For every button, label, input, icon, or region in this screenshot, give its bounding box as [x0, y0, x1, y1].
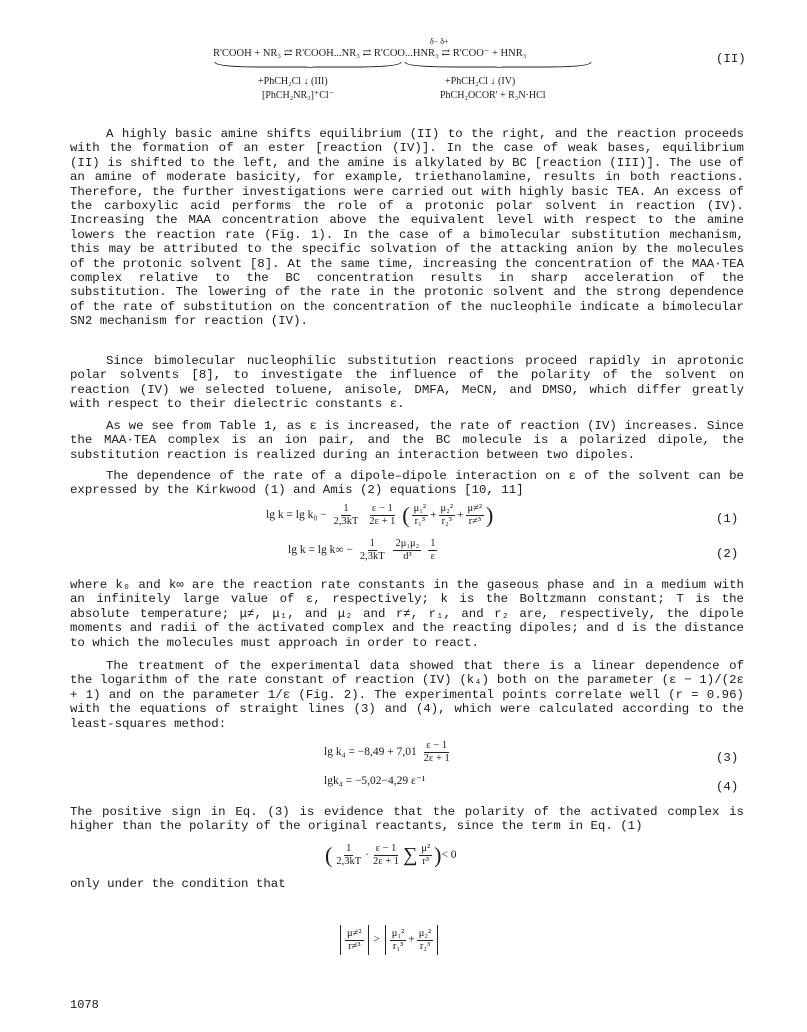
paragraph-solvent-selection: Since bimolecular nucleophilic substitution reactions proceed rapidly in aprotonic polar solvents [8], to investigate the influence of the polarity of the solvent on reaction (IV) we selected toluene, anisole, DMFA, MeCN, and DMSO, which differ greatly with respect to their dielectric constants ε.: [70, 354, 744, 412]
paragraph-condition: only under the condition that: [70, 877, 286, 891]
equation-2-number: (2): [716, 547, 739, 561]
equation-1-number: (1): [716, 512, 739, 526]
equation-linear-4: lgk₄ = −5,02−4,29 ε⁻¹: [324, 775, 426, 787]
scheme-left-product: [PhCH₂NR₃]⁺Cl⁻: [262, 90, 334, 101]
paragraph-experimental-treatment: The treatment of the experimental data showed that there is a linear dependence of the logarithm of the rate constant of reaction (IV) (k₄) both on the parameter (ε − 1)/(2ε + 1) and on the parameter 1/ε (Fig. 2). The experimental points correlate well (r = 0.96) with the equations of straight lines (3) and (4), which were calculated according to the least-squares method:: [70, 659, 744, 731]
inequality-condition: $\frac{\text{μ≠²}}{\text{r≠³}}$ > $\frac{\text{μ₁²}}{\text{r₁³}}$ + $\frac{\text{μ₂²}}{\text{r₂³}}$: [338, 925, 440, 955]
scheme-label: (II): [716, 52, 746, 66]
paragraph-kirkwood-amis: The dependence of the rate of a dipole–dipole interaction on ε of the solvent can be expressed by the Kirkwood (1) and Amis (2) equations [10, 11]: [70, 469, 744, 498]
scheme-right-product: PhCH₂OCOR' + R₃N·HCl: [440, 90, 546, 101]
equation-3-number: (3): [716, 751, 739, 765]
scheme-right-reagent: +PhCH₂Cl ↓ (IV): [445, 76, 516, 87]
scheme-partial-charges: δ− δ+: [430, 37, 449, 46]
page-number: 1078: [70, 998, 99, 1012]
paragraph-positive-sign: The positive sign in Eq. (3) is evidence that the polarity of the activated complex is higher than the polarity of the original reactants, since the term in Eq. (1): [70, 805, 744, 834]
inequality-term: ( $\frac{1}{2,3kT}$ · $\frac{\varepsilon - 1}{2\varepsilon + 1}$ ∑ $\frac{\text{μ²}}{\text{r³}}$ )< 0: [325, 842, 457, 868]
scheme-left-reagent: +PhCH₂Cl ↓ (III): [258, 76, 328, 87]
equation-amis: lg k = lg k∞ − $\frac{1}{2,3kT}$ $\frac{\text{2μ₁μ₂}}{\text{d³}}$ $\frac{1}{\varepsilon}$: [288, 538, 436, 562]
paragraph-amine-equilibrium: A highly basic amine shifts equilibrium (II) to the right, and the reaction proceeds with the formation of an ester [reaction (IV)]. In the case of weak bases, equilibrium (II) is shifted to the left, and the amine is alkylated by BC [reaction (III)]. The use of an amine of moderate basicity, for example, triethanolamine, results in both reactions. Therefore, the further investigations were carried out with highly basic TEA. An excess of the carboxylic acid performs the role of a protonic polar solvent in reaction (IV). Increasing the MAA concentration above the equivalent level with respect to the amine lowers the reaction rate (Fig. 1). In the case of a bimolecular substitution mechanism, this may be attributed to the specific solvation of the attacking anion by the molecules of the protonic solvent [8]. At the same time, increasing the concentration of the MAA·TEA complex relative to the BC concentration results in sharp acceleration of the substitution. The lowering of the rate in the protonic solvent and the strong dependence of the rate of substitution on the concentration of the nucleophile indicate a bimolecular SN2 mechanism for reaction (IV).: [70, 127, 744, 329]
equation-4-number: (4): [716, 780, 739, 794]
scheme-braces: [213, 62, 593, 68]
paragraph-definitions: where k₀ and k∞ are the reaction rate constants in the gaseous phase and in a medium with an infinitely large value of ε, respectively; k is the Boltzmann constant; T is the absolute temperature; μ≠, μ₁, and μ₂ and r≠, r₁, and r₂ are, respectively, the dipole moments and radii of the activated complex and the reacting dipoles; and d is the distance to which the molecules must approach in order to react.: [70, 578, 744, 650]
reaction-scheme-main: R'COOH + NR₃ ⇄ R'COOH...NR₃ ⇄ R'COO...HNR₃ ⇄ R'COO⁻ + HNR₃: [213, 48, 527, 59]
equation-kirkwood: lg k = lg k₀ − $\frac{1}{2,3kT}$ $\frac{\varepsilon - 1}{2\varepsilon + 1}$ ( $\frac{\text{μ₁²}}{\text{r₁³}}$ + $\frac{\text{μ₂²}}{\text{r₂³}}$ + $\frac{\text{μ≠²}}{\text{r≠³}}$ ): [266, 502, 494, 528]
equation-linear-3: lg k₄ = −8,49 + 7,01 $\frac{\varepsilon - 1}{2\varepsilon + 1}$: [324, 740, 450, 764]
paragraph-table-rate: As we see from Table 1, as ε is increased, the rate of reaction (IV) increases. Since the MAA·TEA complex is an ion pair, and the BC molecule is a polarized dipole, the substitution reaction is realized during an interaction between two dipoles.: [70, 419, 744, 462]
